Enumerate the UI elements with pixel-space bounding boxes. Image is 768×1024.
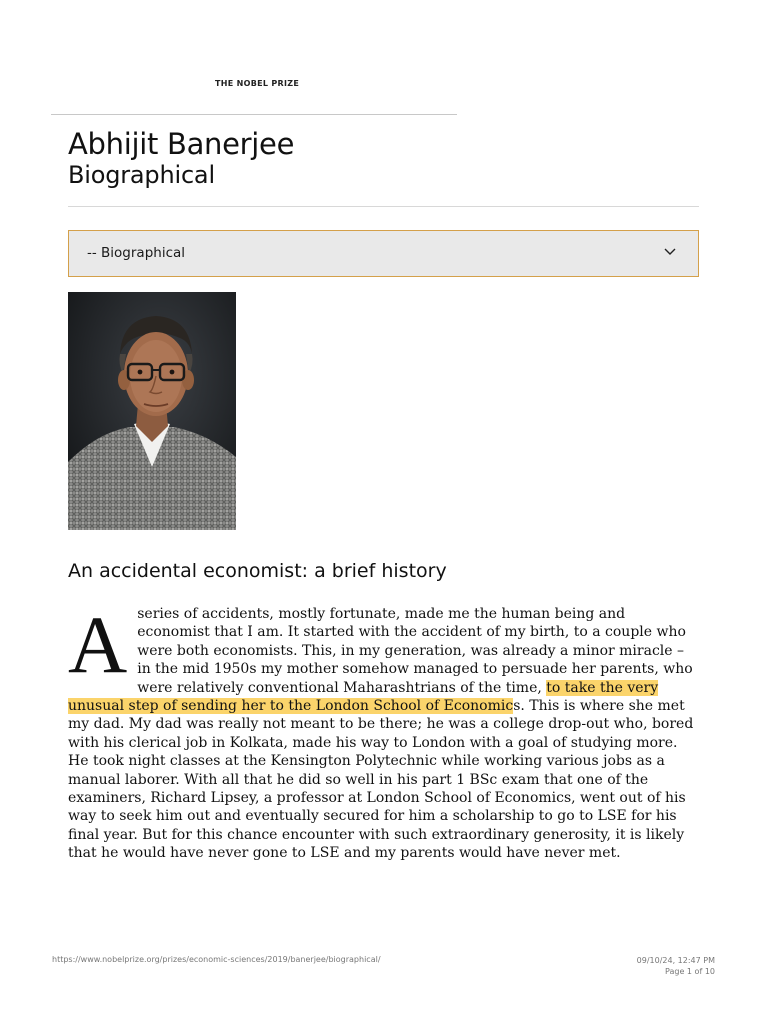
article-paragraph xyxy=(68,599,699,863)
footer-meta xyxy=(637,955,715,977)
brand-logo-text[interactable]: THE NOBEL PRIZE xyxy=(215,79,300,88)
title-divider xyxy=(68,206,699,207)
drop-cap-letter: A xyxy=(68,599,128,690)
chevron-down-icon xyxy=(664,248,676,256)
footer-page-number: Page 1 of 10 xyxy=(665,967,715,976)
page-subtitle: Biographical xyxy=(68,161,215,189)
page-title: Abhijit Banerjee xyxy=(68,127,295,161)
portrait-photo xyxy=(68,292,236,530)
paragraph-text-part1: series of accidents, mostly fortunate, made me the human being and economist that I am. It started with the accident of my birth, to a couple who were both economists. This, in my generation, was already a minor miracle – in the mid 1950s my mother somehow managed to persuade her parents, who were relatively conventional Maharashtrians of the time, xyxy=(137,606,693,696)
footer-datetime: 09/10/24, 12:47 PM xyxy=(636,956,715,965)
footer-url: https://www.nobelprize.org/prizes/economic-sciences/2019/banerjee/biographical/ xyxy=(52,955,381,964)
section-select-dropdown[interactable] xyxy=(68,230,699,277)
section-select-value: -- Biographical xyxy=(87,245,186,261)
header-divider xyxy=(51,114,457,115)
paragraph-text-part2: s. This is where she met my dad. My dad was really not meant to be there; he was a college drop-out who, bored with his clerical job in Kolkata, made his way to London with a goal of studying more. He took night classes at the Kensington Polytechnic while working various jobs as a manual laborer. With all that he did so well in his part 1 BSc exam that one of the examiners, Richard Lipsey, a professor at London School of Economics, went out of his way to seek him out and eventually secured for him a scholarship to go to LSE for his final year. But for this chance encounter with such extraordinary generosity, it is likely that he would have never gone to LSE and my parents would have never met. xyxy=(68,698,694,862)
section-heading: An accidental economist: a brief history xyxy=(68,560,447,582)
highlighted-text: to take the very unusual step of sending her to the London School of Economic xyxy=(68,679,659,715)
